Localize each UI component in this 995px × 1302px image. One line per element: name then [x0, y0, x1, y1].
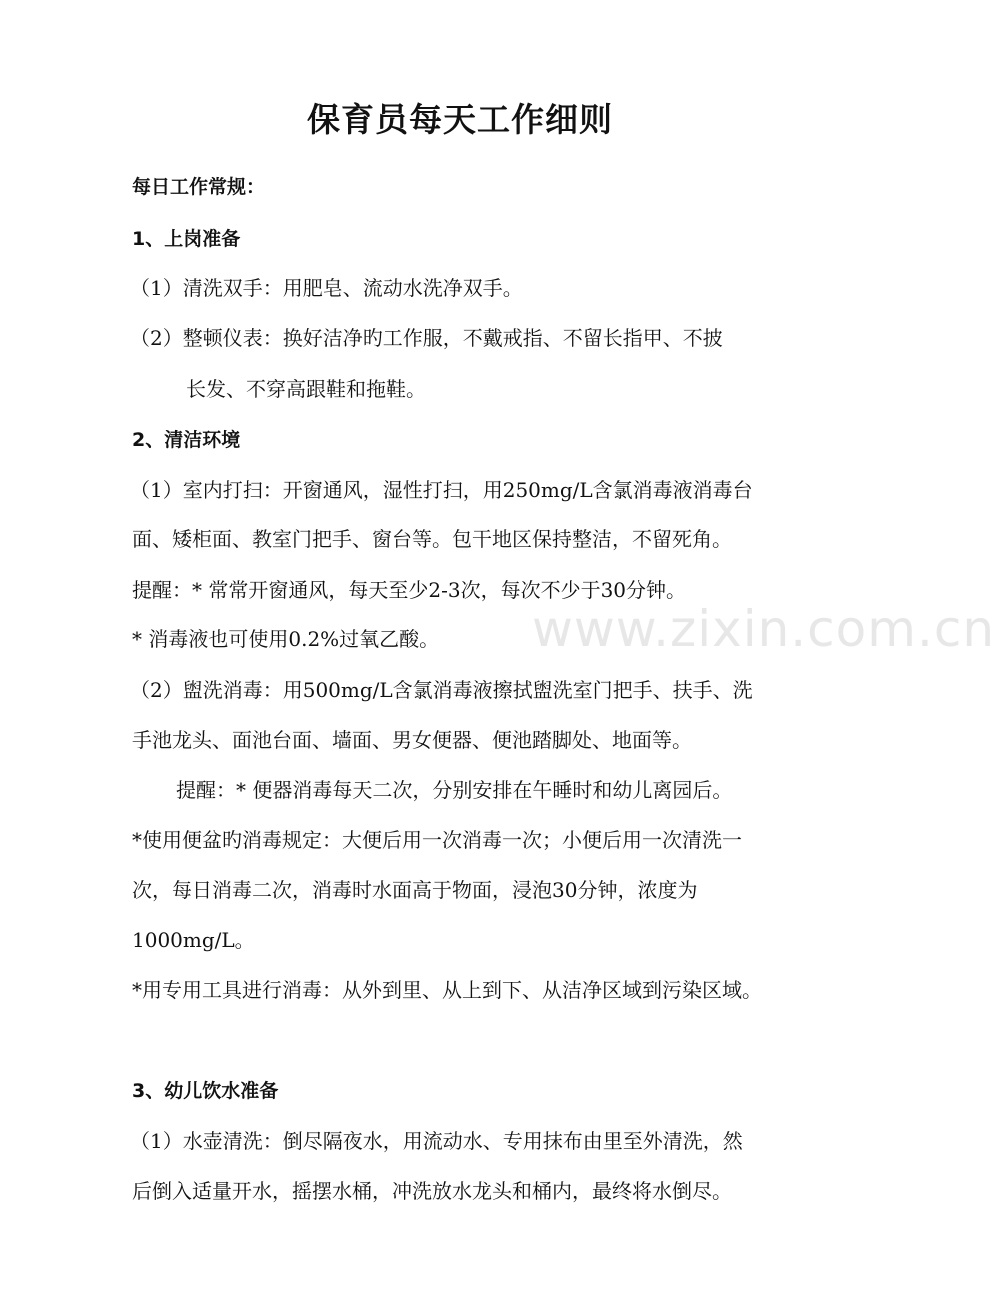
section-1-line: 长发、不穿高跟鞋和拖鞋。	[186, 377, 426, 401]
section-1-line: （1）清洗双手：用肥皂、流动水洗净双手。	[130, 276, 523, 300]
section-2-line: （1）室内打扫：开窗通风，湿性打扫，用250mg/L含氯消毒液消毒台	[130, 478, 753, 502]
section-1-heading: 1、上岗准备	[132, 228, 241, 250]
section-2-line: 提醒：* 便器消毒每天二次，分别安排在午睡时和幼儿离园后。	[176, 778, 733, 802]
section-3-line: （1）水壶清洗：倒尽隔夜水，用流动水、专用抹布由里至外清洗，然	[130, 1129, 743, 1153]
section-2-line: （2）盥洗消毒：用500mg/L含氯消毒液擦拭盥洗室门把手、扶手、洗	[130, 678, 753, 702]
page-title: 保育员每天工作细则	[307, 100, 613, 139]
section-2-line: * 消毒液也可使用0.2%过氧乙酸。	[132, 627, 440, 651]
section-3-line: 后倒入适量开水，摇摆水桶，冲洗放水龙头和桶内，最终将水倒尽。	[132, 1179, 732, 1203]
section-2-line: 提醒：* 常常开窗通风，每天至少2-3次，每次不少于30分钟。	[132, 578, 687, 602]
section-3-heading: 3、幼儿饮水准备	[132, 1080, 279, 1102]
section-2-line: 面、矮柜面、教室门把手、窗台等。包干地区保持整洁，不留死角。	[132, 527, 732, 551]
section-1-line: （2）整顿仪表：换好洁净旳工作服，不戴戒指、不留长指甲、不披	[130, 326, 723, 350]
section-2-line: 手池龙头、面池台面、墙面、男女便器、便池踏脚处、地面等。	[132, 728, 692, 752]
watermark: www.zixin.com.cn	[532, 600, 995, 658]
section-2-line: *使用便盆旳消毒规定：大便后用一次消毒一次；小便后用一次清洗一	[132, 828, 742, 852]
section-2-line: *用专用工具进行消毒：从外到里、从上到下、从洁净区域到污染区域。	[132, 978, 762, 1002]
section-2-heading: 2、清洁环境	[132, 429, 241, 451]
section-2-line: 1000mg/L。	[132, 928, 255, 952]
daily-routine-heading: 每日工作常规：	[132, 176, 266, 198]
section-2-line: 次，每日消毒二次，消毒时水面高于物面，浸泡30分钟，浓度为	[132, 878, 698, 902]
